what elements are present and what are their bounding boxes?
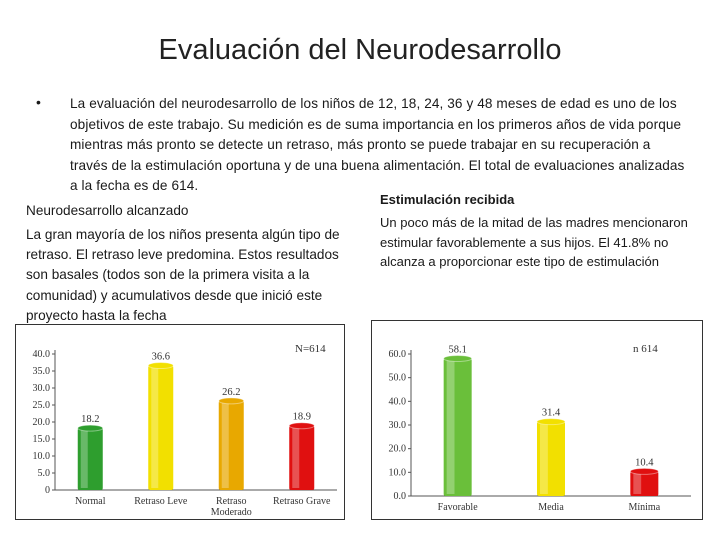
value-label: 26.2 [222, 386, 241, 398]
bar-cap [78, 425, 103, 431]
stimulation-chart [371, 320, 703, 520]
sample-size-annotation: N=614 [295, 343, 326, 355]
category-label: Media [538, 502, 564, 513]
y-tick-label: 35.0 [32, 366, 50, 377]
stimulation-text: Un poco más de la mitad de las madres mencionaron estimular favorablemente a sus hijos. El 41.8% no alcanza a proporcionar este tipo de estimulación [380, 215, 688, 269]
y-tick-label: 20.0 [388, 443, 406, 455]
bar-group [289, 423, 314, 490]
bar-highlight [151, 368, 158, 488]
bar-cap [148, 363, 173, 369]
value-label: 36.6 [151, 351, 170, 363]
bar-group [537, 419, 565, 496]
bar-group [630, 468, 658, 496]
category-label: Retraso Grave [273, 496, 331, 507]
development-section [26, 201, 356, 326]
bar-group [78, 425, 103, 490]
bar-cap [219, 398, 244, 404]
development-heading: Neurodesarrollo alcanzado [26, 203, 189, 218]
development-text: La gran mayoría de los niños presenta algún tipo de retraso. El retraso leve predomina. Estos resultados son basales (todos son de la primera visita a la comunidad) y acumulativos desde que inició este proyecto hasta la fecha [26, 227, 340, 323]
y-tick-label: 10.0 [32, 451, 50, 462]
category-label: Mínima [628, 502, 661, 513]
stimulation-section [380, 190, 710, 272]
category-label: Favorable [437, 502, 478, 513]
y-tick-label: 50.0 [388, 372, 406, 384]
bar-highlight [222, 403, 229, 488]
bar-cap [444, 355, 472, 361]
bar-highlight [292, 428, 299, 488]
y-tick-label: 25.0 [32, 400, 50, 411]
y-tick-label: 0.0 [393, 491, 406, 502]
bar-group [148, 363, 173, 490]
category-label: Normal [74, 496, 106, 507]
bar-highlight [447, 360, 455, 494]
y-tick-label: 5.0 [37, 468, 50, 479]
y-tick-label: 10.0 [388, 467, 406, 479]
sample-size-annotation: n 614 [633, 343, 658, 355]
slide-title: Evaluación del Neurodesarrollo [158, 34, 562, 66]
y-tick-label: 20.0 [32, 417, 50, 428]
y-tick-label: 60.0 [388, 349, 406, 360]
value-label: 18.2 [81, 414, 100, 426]
y-tick-label: 15.0 [32, 434, 50, 445]
stimulation-heading: Estimulación recibida [380, 192, 515, 207]
bar-group [444, 355, 472, 496]
bar-highlight [633, 473, 641, 494]
bar-highlight [81, 430, 88, 488]
bar-cap [289, 423, 314, 429]
bar-highlight [540, 424, 548, 494]
y-tick-label: 30.0 [388, 420, 406, 431]
bullet-marker: • [36, 94, 41, 110]
bar-cap [537, 419, 565, 425]
bar-group [219, 398, 244, 490]
y-tick-label: 40.0 [32, 349, 50, 360]
category-label: Moderado [210, 507, 252, 518]
y-tick-label: 30.0 [32, 383, 50, 394]
development-chart [15, 324, 345, 520]
category-label: Retraso Leve [134, 496, 188, 507]
value-label: 58.1 [448, 344, 467, 356]
category-label: Retraso [215, 496, 247, 507]
intro-text: La evaluación del neurodesarrollo de los niños de 12, 18, 24, 36 y 48 meses de edad es uno de los objetivos de este trabajo. Su medición es de suma importancia en los primeros años de vida porque mientras más pronto se detecte un retraso, más pronto se puede trabajar en su recuperación a través de la estimulación oportuna y de una buena alimentación. El total de evaluaciones analizadas a la fecha es de 614. [70, 96, 685, 193]
y-tick-label: 40.0 [388, 396, 406, 408]
y-tick-label: 0 [45, 485, 50, 496]
value-label: 18.9 [292, 411, 311, 423]
bar-cap [630, 468, 658, 474]
value-label: 10.4 [635, 457, 654, 469]
value-label: 31.4 [541, 407, 561, 419]
